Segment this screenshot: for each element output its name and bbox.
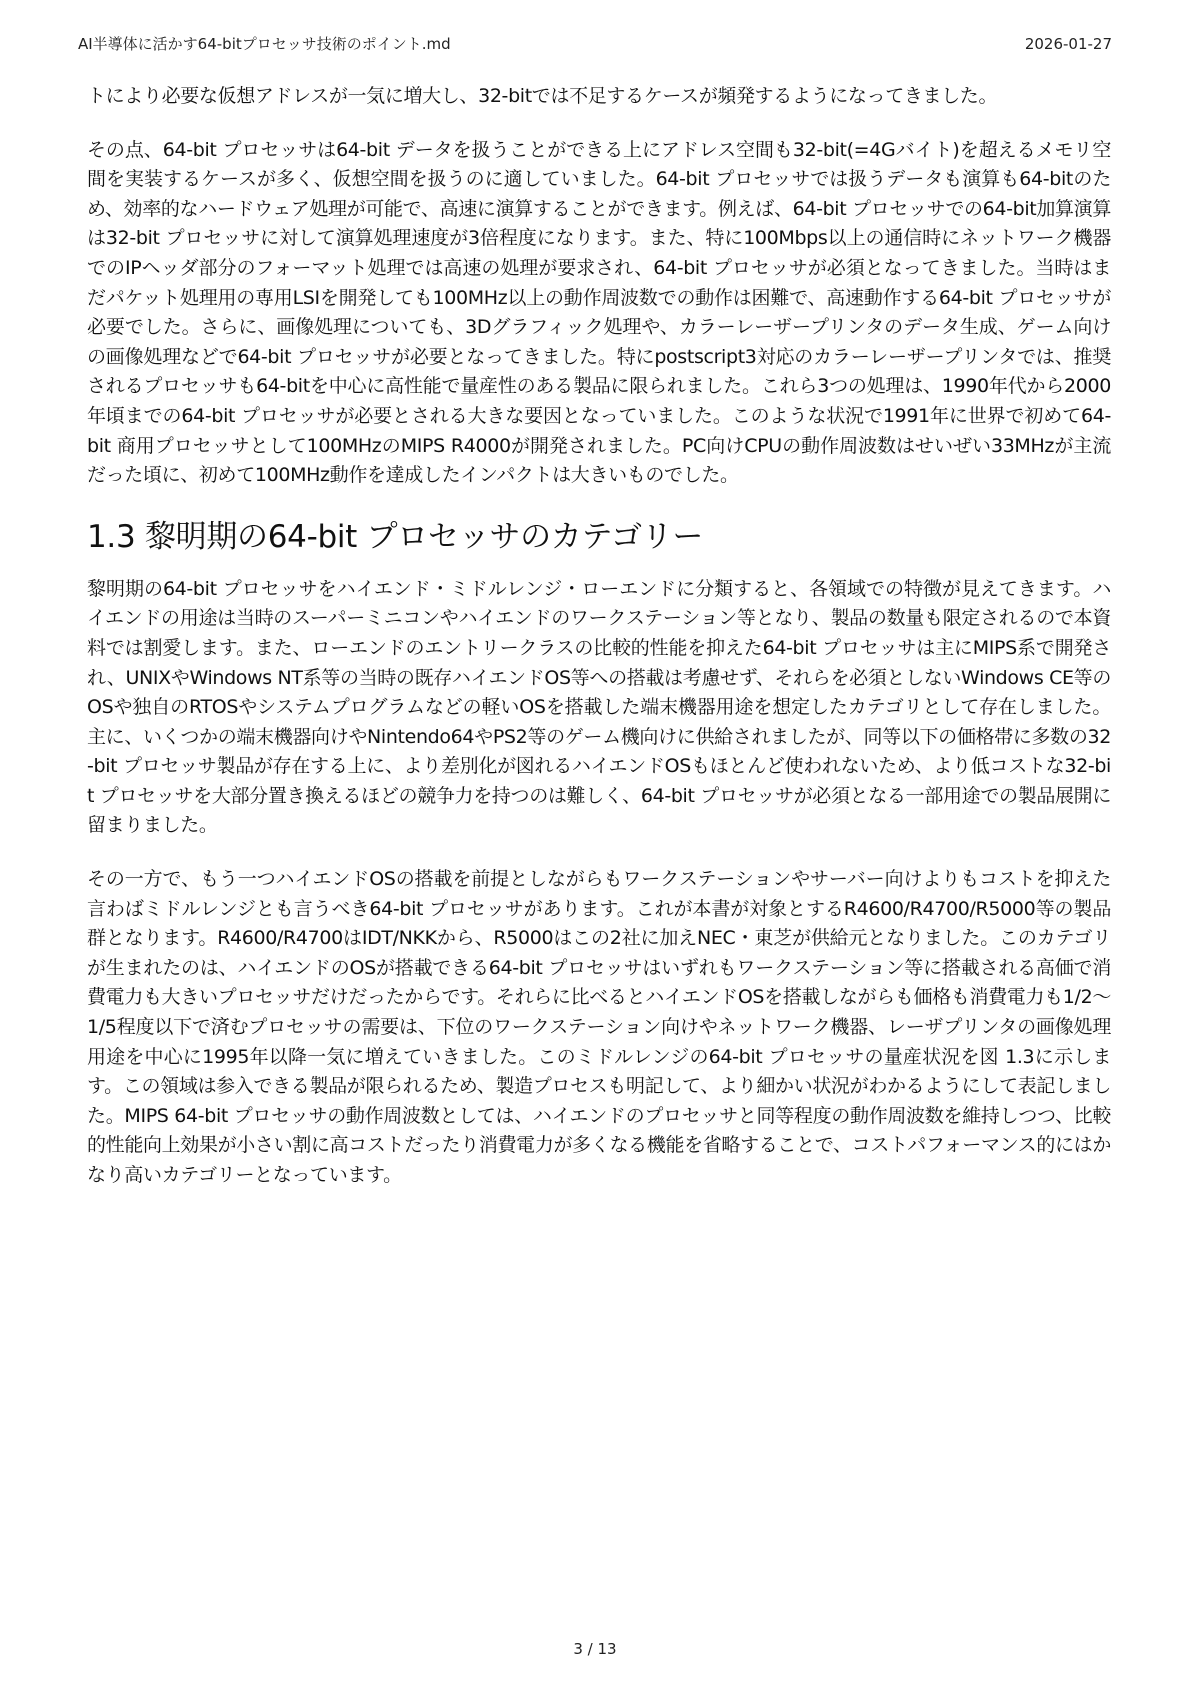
paragraph-categories: 黎明期の64-bit プロセッサをハイエンド・ミドルレンジ・ローエンドに分類すると、各領域での特徴が見えてきます。ハイエンドの用途は当時のスーパーミニコンやハイエンドのワークステーション等となり、製品の数量も限定されるので本資料では割愛します。また、ローエンドのエントリークラスの比較的性能を抑えた64-bit プロセッサは主にMIPS系で開発され、UNIXやWindows NT系等の当時の既存ハイエンドOS等への搭載は考慮せず、それらを必須としないWindows CE等のOSや独自のRTOSやシステムプログラムなどの軽いOSを搭載した端末機器用途を想定したカテゴリとして存在しました。主に、いくつかの端末機器向けやNintendo64やPS2等のゲーム機向けに供給されましたが、同等以下の価格帯に多数の32-bit プロセッサ製品が存在する上に、より差別化が図れるハイエンドOSもほとんど使われないため、より低コストな32-bit プロセッサを大部分置き換えるほどの競争力を持つのは難しく、64-bit プロセッサが必須となる一部用途での製品展開に留まりました。 bbox=[87, 577, 1111, 837]
page-footer bbox=[0, 1640, 1190, 1658]
section-heading-1-3: 1.3 黎明期の64-bit プロセッサのカテゴリー bbox=[87, 518, 704, 555]
print-date: 2026-01-27 bbox=[1024, 35, 1112, 53]
paragraph-continued: トにより必要な仮想アドレスが一気に増大し、32-bitでは不足するケースが頻発するようになってきました。 bbox=[87, 85, 998, 107]
paragraph-64bit-advantages: その点、64-bit プロセッサは64-bit データを扱うことができる上にアドレス空間も32-bit(=4Gバイト)を超えるメモリ空間を実装するケースが多く、仮想空間を扱うのに適していました。64-bit プロセッサでは扱うデータも演算も64-bitのため、効率的なハードウェア処理が可能で、高速に演算することができます。例えば、64-bit プロセッサでの64-bit加算演算は32-bit プロセッサに対して演算処理速度が3倍程度になります。また、特に100Mbps以上の通信時にネットワーク機器でのIPヘッダ部分のフォーマット処理では高速の処理が要求され、64-bit プロセッサが必須となってきました。当時はまだパケット処理用の専用LSIを開発しても100MHz以上の動作周波数での動作は困難で、高速動作する64-bit プロセッサが必要でした。さらに、画像処理についても、3Dグラフィック処理や、カラーレーザープリンタのデータ生成、ゲーム向けの画像処理などで64-bit プロセッサが必要となってきました。特にpostscript3対応のカラーレーザープリンタでは、推奨されるプロセッサも64-bitを中心に高性能で量産性のある製品に限られました。これら3つの処理は、1990年代から2000年頃までの64-bit プロセッサが必要とされる大きな要因となっていました。このような状況で1991年に世界で初めて64-bit 商用プロセッサとして100MHzのMIPS R4000が開発されました。PC向けCPUの動作周波数はせいぜい33MHzが主流だった頃に、初めて100MHz動作を達成したインパクトは大きいものでした。 bbox=[87, 138, 1111, 487]
document-title: AI半導体に活かす64-bitプロセッサ技術のポイント.md bbox=[78, 35, 451, 53]
paragraph-middle-range: その一方で、もう一つハイエンドOSの搭載を前提としながらもワークステーションやサーバー向けよりもコストを抑えた言わばミドルレンジとも言うべき64-bit プロセッサがあります。これが本書が対象とするR4600/R4700/R5000等の製品群となります。R4600/R4700はIDT/NKKから、R5000はこの2社に加えNEC・東芝が供給元となりました。このカテゴリが生まれたのは、ハイエンドのOSが搭載できる64-bit プロセッサはいずれもワークステーション等に搭載される高価で消費電力も大きいプロセッサだけだったからです。それらに比べるとハイエンドOSを搭載しながらも価格も消費電力も1/2～1/5程度以下で済むプロセッサの需要は、下位のワークステーション向けやネットワーク機器、レーザプリンタの画像処理用途を中心に1995年以降一気に増えていきました。このミドルレンジの64-bit プロセッサの量産状況を図 1.3に示します。この領域は参入できる製品が限られるため、製造プロセスも明記して、より細かい状況がわかるようにして表記しました。MIPS 64-bit プロセッサの動作周波数としては、ハイエンドのプロセッサと同等程度の動作周波数を維持しつつ、比較的性能向上効果が小さい割に高コストだったり消費電力が多くなる機能を省略することで、コストパフォーマンス的にはかなり高いカテゴリーとなっています。 bbox=[87, 868, 1111, 1186]
document-body bbox=[87, 82, 1111, 1215]
page-header bbox=[78, 30, 1112, 58]
page-number: 3 / 13 bbox=[573, 1640, 617, 1658]
